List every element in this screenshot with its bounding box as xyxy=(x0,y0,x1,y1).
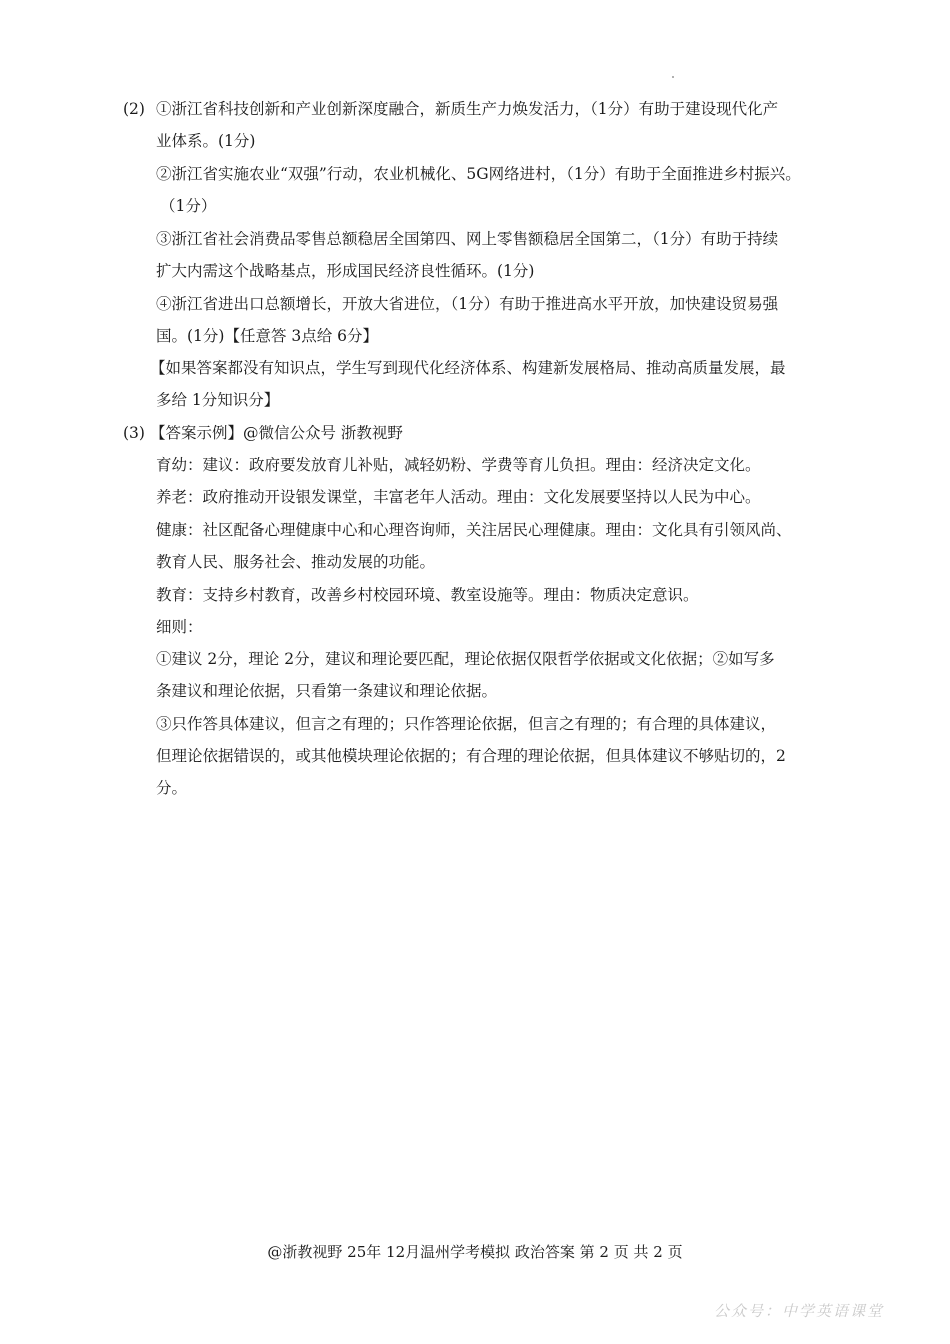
answer-line: 【答案示例】@微信公众号 浙教视野 xyxy=(150,424,403,442)
answer-line: （1分） xyxy=(160,197,217,215)
answer-line: 扩大内需这个战略基点，形成国民经济良性循环。(1分) xyxy=(156,262,535,280)
answer-line: 细则： xyxy=(156,618,203,636)
answer-line: 国。(1分)【任意答 3点给 6分】 xyxy=(156,327,379,345)
question-number-2: (2) xyxy=(123,100,145,118)
answer-line: ③浙江省社会消费品零售总额稳居全国第四、网上零售额稳居全国第二，（1分）有助于持续 xyxy=(156,230,779,248)
answer-line: 但理论依据错误的，或其他模块理论依据的；有合理的理论依据，但具体建议不够贴切的，2 xyxy=(156,747,786,765)
answer-line: 【如果答案都没有知识点，学生写到现代化经济体系、构建新发展格局、推动高质量发展，最 xyxy=(150,359,786,377)
answer-line: 教育：支持乡村教育，改善乡村校园环境、教室设施等。理由：物质决定意识。 xyxy=(156,586,699,604)
page-footer: @浙教视野 25年 12月温州学考模拟 政治答案 第 2 页 共 2 页 xyxy=(267,1243,683,1261)
answer-line: 业体系。(1分) xyxy=(156,132,256,150)
watermark: 公众号：中学英语课堂 xyxy=(713,1302,884,1320)
question-number-3: (3) xyxy=(123,424,145,442)
answer-line: ③只作答具体建议，但言之有理的；只作答理论依据，但言之有理的；有合理的具体建议， xyxy=(156,715,777,733)
answer-line: 育幼：建议：政府要发放育儿补贴，减轻奶粉、学费等育儿负担。理由：经济决定文化。 xyxy=(156,456,761,474)
answer-line: 养老：政府推动开设银发课堂，丰富老年人活动。理由：文化发展要坚持以人民为中心。 xyxy=(156,488,761,506)
answer-line: ①建议 2分，理论 2分，建议和理论要匹配，理论依据仅限哲学依据或文化依据；②如写多 xyxy=(156,650,775,668)
answer-line: 多给 1分知识分】 xyxy=(156,391,280,409)
answer-line: ②浙江省实施农业“双强”行动，农业机械化、5G网络进村，（1分）有助于全面推进乡村振兴。 xyxy=(156,165,801,183)
answer-line: 分。 xyxy=(156,779,188,797)
answer-line: ④浙江省进出口总额增长，开放大省进位，（1分）有助于推进高水平开放，加快建设贸易强 xyxy=(156,295,779,313)
answer-line: 教育人民、服务社会、推动发展的功能。 xyxy=(156,553,436,571)
answer-line: 条建议和理论依据，只看第一条建议和理论依据。 xyxy=(156,682,498,700)
answer-line: 健康：社区配备心理健康中心和心理咨询师，关注居民心理健康。理由：文化具有引领风尚、 xyxy=(156,521,792,539)
answer-line: ①浙江省科技创新和产业创新深度融合，新质生产力焕发活力，（1分）有助于建设现代化产 xyxy=(156,100,779,118)
page-speck xyxy=(672,76,674,78)
